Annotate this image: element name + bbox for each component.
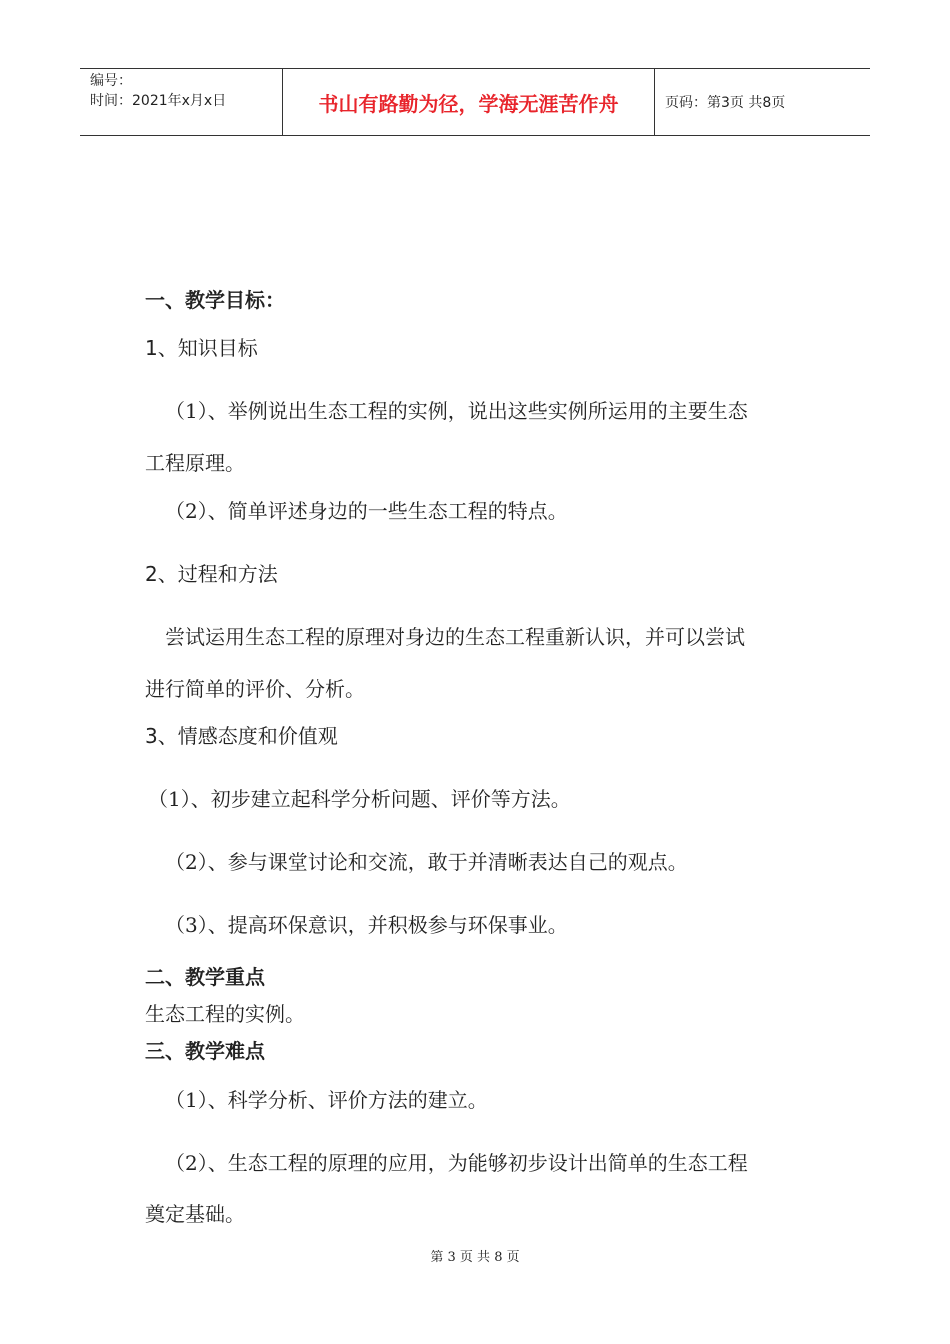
subheading-knowledge: 1、知识目标 — [145, 336, 258, 360]
paragraph-line: 奠定基础。 — [145, 1202, 245, 1226]
section-heading-goals: 一、教学目标： — [145, 288, 285, 312]
doc-date-label: 时间：2021年x月x日 — [90, 93, 227, 109]
paragraph-line: （3）、提高环保意识，并积极参与环保事业。 — [165, 913, 568, 937]
section-heading-difficulty: 三、教学难点 — [145, 1039, 265, 1063]
paragraph-line: 生态工程的实例。 — [145, 1002, 305, 1026]
paragraph-line: （1）、初步建立起科学分析问题、评价等方法。 — [148, 787, 571, 811]
subheading-process: 2、过程和方法 — [145, 562, 278, 586]
page-footer: 第 3 页 共 8 页 — [430, 1250, 520, 1265]
paragraph-line: 尝试运用生态工程的原理对身边的生态工程重新认识，并可以尝试 — [165, 625, 745, 649]
subheading-attitude: 3、情感态度和价值观 — [145, 724, 338, 748]
paragraph-line: 进行简单的评价、分析。 — [145, 677, 365, 701]
paragraph-line: （2）、简单评述身边的一些生态工程的特点。 — [165, 499, 568, 523]
paragraph-line: 工程原理。 — [145, 451, 245, 475]
header-page-info-cell — [655, 69, 870, 135]
doc-number-label: 编号： — [90, 73, 132, 89]
paragraph-line: （1）、科学分析、评价方法的建立。 — [165, 1088, 488, 1112]
paragraph-line: （2）、参与课堂讨论和交流，敢于并清晰表达自己的观点。 — [165, 850, 688, 874]
paragraph-line: （1）、举例说出生态工程的实例，说出这些实例所运用的主要生态 — [165, 399, 748, 423]
paragraph-line: （2）、生态工程的原理的应用，为能够初步设计出简单的生态工程 — [165, 1151, 748, 1175]
header-motto: 书山有路勤为径，学海无涯苦作舟 — [318, 91, 619, 116]
header-page-info: 页码：第3页 共8页 — [665, 95, 786, 111]
header-motto-cell — [282, 69, 655, 135]
header-meta — [80, 69, 282, 135]
section-heading-focus: 二、教学重点 — [145, 965, 265, 989]
page-header — [80, 68, 870, 136]
